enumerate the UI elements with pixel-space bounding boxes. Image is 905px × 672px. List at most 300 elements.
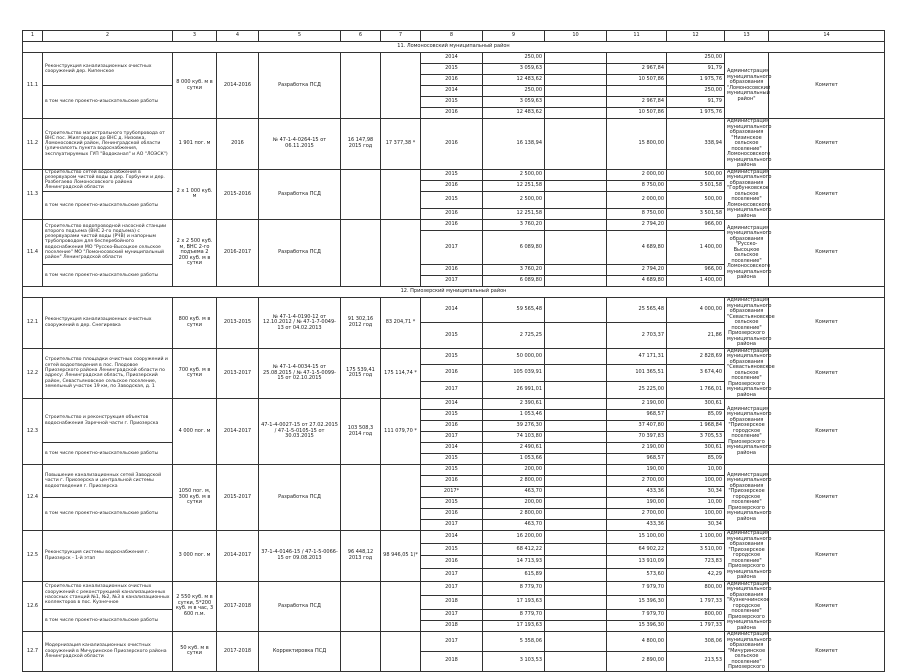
local: 966,00 bbox=[667, 220, 725, 231]
regional: 2 700,00 bbox=[607, 509, 667, 520]
year: 2015 bbox=[421, 323, 483, 348]
year: 2017 bbox=[421, 568, 483, 581]
regional: 7 979,70 bbox=[607, 581, 667, 595]
design-doc: № 47-1-4-0034-15 от 25.08.2015 / № 47-1-5-0099-15 от 02.10.2015 bbox=[259, 348, 341, 399]
item-code: 12.3 bbox=[23, 399, 43, 465]
limit bbox=[381, 632, 421, 672]
local: 3 705,53 bbox=[667, 432, 725, 443]
local: 966,00 bbox=[667, 265, 725, 276]
period: 2015-2017 bbox=[217, 465, 259, 531]
col-5: 5 bbox=[259, 31, 341, 42]
administrator: Администрация муниципального образования "Русско-Высоцкое сельское поселение" Ломоносовского муниципального района bbox=[725, 220, 769, 287]
table-row bbox=[23, 581, 885, 595]
administrator: Администрация муниципального образования "Низинское сельское поселение" Ломоносовского муниципального района bbox=[725, 119, 769, 170]
organization: Комитет bbox=[769, 169, 885, 220]
capacity: 700 куб. м в сутки bbox=[173, 348, 217, 399]
total: 463,70 bbox=[483, 520, 545, 531]
item-subtitle: в том числе проектно-изыскательские работы bbox=[43, 498, 173, 531]
federal bbox=[545, 119, 607, 170]
year: 2014 bbox=[421, 53, 483, 64]
federal bbox=[545, 191, 607, 208]
local: 91,79 bbox=[667, 97, 725, 108]
period: 2016-2017 bbox=[217, 220, 259, 287]
year: 2014 bbox=[421, 531, 483, 544]
total: 12 251,58 bbox=[483, 180, 545, 191]
local: 800,00 bbox=[667, 609, 725, 621]
limit: 17 377,38 * bbox=[381, 119, 421, 170]
year: 2015 bbox=[421, 465, 483, 476]
section-row bbox=[23, 42, 885, 53]
limit: 98 946,05 1)* bbox=[381, 531, 421, 582]
regional: 2 794,20 bbox=[607, 220, 667, 231]
local: 100,00 bbox=[667, 509, 725, 520]
local: 1 975,76 bbox=[667, 75, 725, 86]
total: 200,00 bbox=[483, 498, 545, 509]
year: 2018 bbox=[421, 595, 483, 609]
cost bbox=[341, 169, 381, 220]
total: 59 565,48 bbox=[483, 298, 545, 323]
col-4: 4 bbox=[217, 31, 259, 42]
capacity: 2 x 1 000 куб. м bbox=[173, 169, 217, 220]
table-row bbox=[23, 348, 885, 365]
total: 2 500,00 bbox=[483, 169, 545, 180]
limit bbox=[381, 220, 421, 287]
regional: 190,00 bbox=[607, 465, 667, 476]
federal bbox=[545, 365, 607, 382]
capacity: 2 x 2 500 куб. м, ВНС 2-го подъема 2 200 куб. м в сутки bbox=[173, 220, 217, 287]
federal bbox=[545, 568, 607, 581]
local: 1 797,33 bbox=[667, 621, 725, 632]
capacity: 4 000 пог. м bbox=[173, 399, 217, 465]
design-doc: Разработка ПСД bbox=[259, 581, 341, 632]
section-title: 11. Ломоносовский муниципальный район bbox=[23, 42, 885, 53]
federal bbox=[545, 298, 607, 323]
local: 42,29 bbox=[667, 568, 725, 581]
regional: 101 365,51 bbox=[607, 365, 667, 382]
federal bbox=[545, 651, 607, 671]
regional: 4 800,00 bbox=[607, 632, 667, 652]
local: 21,86 bbox=[667, 323, 725, 348]
administrator: Администрация муниципального образования "Горбунковское сельское поселение" Ломоносовского муниципального района bbox=[725, 169, 769, 220]
local: 30,34 bbox=[667, 520, 725, 531]
local: 91,79 bbox=[667, 64, 725, 75]
capacity: 50 куб. м в сутки bbox=[173, 632, 217, 672]
capacity: 2 550 куб. м в сутки, 5*200 куб. м в час, 3 600 п.м. bbox=[173, 581, 217, 632]
regional: 15 396,30 bbox=[607, 621, 667, 632]
local: 10,00 bbox=[667, 465, 725, 476]
total: 3 760,20 bbox=[483, 220, 545, 231]
design-doc: Разработка ПСД bbox=[259, 465, 341, 531]
year: 2017 bbox=[421, 520, 483, 531]
organization: Комитет bbox=[769, 465, 885, 531]
year: 2015 bbox=[421, 543, 483, 556]
federal bbox=[545, 487, 607, 498]
total: 74 103,80 bbox=[483, 432, 545, 443]
col-13: 13 bbox=[725, 31, 769, 42]
local: 1 400,00 bbox=[667, 276, 725, 287]
total: 2 390,61 bbox=[483, 399, 545, 410]
regional: 2 190,00 bbox=[607, 443, 667, 454]
design-doc: 37-1-4-0146-15 / 47-1-5-0066-15 от 09.08.2013 bbox=[259, 531, 341, 582]
local: 300,61 bbox=[667, 443, 725, 454]
year: 2016 bbox=[421, 265, 483, 276]
local: 1 968,84 bbox=[667, 421, 725, 432]
year: 2016 bbox=[421, 476, 483, 487]
year: 2016 bbox=[421, 365, 483, 382]
local: 213,53 bbox=[667, 651, 725, 671]
total: 68 412,22 bbox=[483, 543, 545, 556]
item-name: Строительство площадки очистных сооружений и сетей водоотведения в пос. Плодовое Приозерского района Ленинградской области по адресу: Ленинградская область, Приозерский район, Севастьяновское сельское поселение, земельный участок 19 км, по Заводская, д. 1 bbox=[43, 348, 173, 399]
table-row bbox=[23, 220, 885, 231]
table-row bbox=[23, 531, 885, 544]
total: 12 483,62 bbox=[483, 108, 545, 119]
year: 2016 bbox=[421, 209, 483, 220]
local: 1 797,33 bbox=[667, 595, 725, 609]
federal bbox=[545, 265, 607, 276]
table-row bbox=[23, 465, 885, 476]
total: 26 991,01 bbox=[483, 382, 545, 399]
organization: Комитет bbox=[769, 632, 885, 672]
administrator: Администрация муниципального образования "Севастьяновское сельское поселение" Приозерского муниципального района bbox=[725, 348, 769, 399]
organization: Комитет bbox=[769, 53, 885, 119]
administrator: Администрация муниципального образования "Приозерское городское поселение" Приозерского муниципального района bbox=[725, 531, 769, 582]
design-doc: Разработка ПСД bbox=[259, 220, 341, 287]
year: 2015 bbox=[421, 64, 483, 75]
local: 338,94 bbox=[667, 119, 725, 170]
design-doc: Корректировка ПСД bbox=[259, 632, 341, 672]
year: 2017* bbox=[421, 487, 483, 498]
column-number-row bbox=[23, 31, 885, 42]
item-code: 11.4 bbox=[23, 220, 43, 287]
year: 2016 bbox=[421, 119, 483, 170]
federal bbox=[545, 609, 607, 621]
total: 2 500,00 bbox=[483, 191, 545, 208]
local: 1 400,00 bbox=[667, 231, 725, 265]
year: 2016 bbox=[421, 75, 483, 86]
cost bbox=[341, 220, 381, 287]
local: 3 501,58 bbox=[667, 180, 725, 191]
year: 2017 bbox=[421, 276, 483, 287]
col-14: 14 bbox=[769, 31, 885, 42]
organization: Комитет bbox=[769, 348, 885, 399]
federal bbox=[545, 276, 607, 287]
administrator: Администрация муниципального образования "Приозерское городское поселение" Приозерского муниципального района bbox=[725, 465, 769, 531]
regional: 573,60 bbox=[607, 568, 667, 581]
limit bbox=[381, 581, 421, 632]
regional: 37 407,80 bbox=[607, 421, 667, 432]
total: 2 490,61 bbox=[483, 443, 545, 454]
organization: Комитет bbox=[769, 581, 885, 632]
organization: Комитет bbox=[769, 531, 885, 582]
period: 2015-2016 bbox=[217, 169, 259, 220]
regional: 7 979,70 bbox=[607, 609, 667, 621]
year: 2014 bbox=[421, 443, 483, 454]
item-code: 11.2 bbox=[23, 119, 43, 170]
total: 17 193,63 bbox=[483, 595, 545, 609]
year: 2014 bbox=[421, 298, 483, 323]
year: 2016 bbox=[421, 556, 483, 569]
regional: 64 902,22 bbox=[607, 543, 667, 556]
item-subtitle: в том числе проектно-изыскательские работы bbox=[43, 609, 173, 632]
local: 100,00 bbox=[667, 476, 725, 487]
item-code: 12.5 bbox=[23, 531, 43, 582]
total: 463,70 bbox=[483, 487, 545, 498]
cost: 103 508,3 2014 год bbox=[341, 399, 381, 465]
total: 14 713,93 bbox=[483, 556, 545, 569]
year: 2017 bbox=[421, 382, 483, 399]
regional: 2 700,00 bbox=[607, 476, 667, 487]
federal bbox=[545, 443, 607, 454]
federal bbox=[545, 632, 607, 652]
col-9: 9 bbox=[483, 31, 545, 42]
item-name: Строительство водопроводной насосной станции второго подъема (ВНС 2-го подъема) с резервуарами чистой воды (РЧВ) и напорным трубопроводом для бесперебойного водоснабжения МО "Русско-Высоцкое сельское поселение" МО "Ломоносовский муниципальный район" Ленинградской области bbox=[43, 220, 173, 265]
item-code: 12.4 bbox=[23, 465, 43, 531]
year: 2015 bbox=[421, 410, 483, 421]
local: 300,61 bbox=[667, 399, 725, 410]
regional: 2 000,00 bbox=[607, 169, 667, 180]
federal bbox=[545, 64, 607, 75]
col-1: 1 bbox=[23, 31, 43, 42]
total: 12 251,58 bbox=[483, 209, 545, 220]
table-row bbox=[23, 169, 885, 180]
regional: 2 703,37 bbox=[607, 323, 667, 348]
federal bbox=[545, 476, 607, 487]
regional: 25 225,00 bbox=[607, 382, 667, 399]
regional: 4 689,80 bbox=[607, 276, 667, 287]
regional: 2 190,00 bbox=[607, 399, 667, 410]
period: 2014-2017 bbox=[217, 399, 259, 465]
section-title: 12. Приозерский муниципальный район bbox=[23, 287, 885, 298]
federal bbox=[545, 520, 607, 531]
total: 250,00 bbox=[483, 86, 545, 97]
table-row bbox=[23, 632, 885, 652]
organization: Комитет bbox=[769, 298, 885, 349]
federal bbox=[545, 621, 607, 632]
item-code: 12.6 bbox=[23, 581, 43, 632]
total: 5 358,06 bbox=[483, 632, 545, 652]
document-sheet bbox=[22, 30, 884, 670]
year: 2015 bbox=[421, 498, 483, 509]
total: 3 760,20 bbox=[483, 265, 545, 276]
col-2: 2 bbox=[43, 31, 173, 42]
item-name: Реконструкция канализационных очистных сооружений дер. Кипенское bbox=[43, 53, 173, 86]
limit: 175 114,74 * bbox=[381, 348, 421, 399]
local: 800,00 bbox=[667, 581, 725, 595]
federal bbox=[545, 382, 607, 399]
item-name: Строительство сетей водоснабжения в резервуаром чистой воды в дер. Горбунки и дер. Разбегаево Ломоносовского района Ленинградской области bbox=[43, 169, 173, 191]
year: 2015 bbox=[421, 97, 483, 108]
total: 17 193,63 bbox=[483, 621, 545, 632]
year: 2017 bbox=[421, 609, 483, 621]
year: 2017 bbox=[421, 432, 483, 443]
item-code: 11.3 bbox=[23, 169, 43, 220]
federal bbox=[545, 231, 607, 265]
item-name: Строительство магистрального трубопровода от ВНС пос. Жилгородок до ВНС д. Низовка, Ломоносовский район, Ленинградской области (уличнаясеть пункта водоснабжения, эксплуатируемых ГУП "Водоканал" и АО "ЛОЭСК") bbox=[43, 119, 173, 170]
federal bbox=[545, 421, 607, 432]
regional: 2 000,00 bbox=[607, 191, 667, 208]
local: 2 828,69 bbox=[667, 348, 725, 365]
total: 6 089,80 bbox=[483, 276, 545, 287]
federal bbox=[545, 323, 607, 348]
federal bbox=[545, 595, 607, 609]
federal bbox=[545, 169, 607, 180]
cost: 96 448,12 2013 год bbox=[341, 531, 381, 582]
item-name: Модернизация канализационных очистных сооружений в Мичуринское Приозерского района Ленинградской области bbox=[43, 632, 173, 672]
federal bbox=[545, 399, 607, 410]
local: 500,00 bbox=[667, 191, 725, 208]
cost: 16 147,98 2015 год bbox=[341, 119, 381, 170]
limit bbox=[381, 465, 421, 531]
year: 2018 bbox=[421, 651, 483, 671]
federal bbox=[545, 465, 607, 476]
cost bbox=[341, 53, 381, 119]
federal bbox=[545, 543, 607, 556]
federal bbox=[545, 581, 607, 595]
federal bbox=[545, 531, 607, 544]
regional: 8 750,00 bbox=[607, 209, 667, 220]
col-11: 11 bbox=[607, 31, 667, 42]
period: 2016 bbox=[217, 119, 259, 170]
local: 1 100,00 bbox=[667, 531, 725, 544]
federal bbox=[545, 509, 607, 520]
regional: 2 794,20 bbox=[607, 265, 667, 276]
item-name: Реконструкция системы водоснабжения г. Приозерск - 1-й этап bbox=[43, 531, 173, 582]
total: 12 483,62 bbox=[483, 75, 545, 86]
local: 3 501,58 bbox=[667, 209, 725, 220]
federal bbox=[545, 75, 607, 86]
capacity: 8 000 куб. м в сутки bbox=[173, 53, 217, 119]
local: 85,09 bbox=[667, 454, 725, 465]
federal bbox=[545, 108, 607, 119]
local: 10,00 bbox=[667, 498, 725, 509]
cost: 91 302,16 2012 год bbox=[341, 298, 381, 349]
regional: 47 171,31 bbox=[607, 348, 667, 365]
col-6: 6 bbox=[341, 31, 381, 42]
item-name: Строительство канализационных очистных сооружений с реконструкцией канализационных насосных станций №1, №2, №3 в канализационных коллекторов в пос. Кузнечное bbox=[43, 581, 173, 609]
total: 1 053,46 bbox=[483, 410, 545, 421]
regional bbox=[607, 53, 667, 64]
federal bbox=[545, 498, 607, 509]
col-7: 7 bbox=[381, 31, 421, 42]
federal bbox=[545, 180, 607, 191]
investment-program-table bbox=[22, 30, 885, 672]
total: 39 276,30 bbox=[483, 421, 545, 432]
table-row bbox=[23, 119, 885, 170]
item-code: 11.1 bbox=[23, 53, 43, 119]
year: 2016 bbox=[421, 180, 483, 191]
year: 2015 bbox=[421, 191, 483, 208]
item-subtitle: в том числе проектно-изыскательские работы bbox=[43, 191, 173, 219]
regional: 8 750,00 bbox=[607, 180, 667, 191]
cost bbox=[341, 632, 381, 672]
local: 1 975,76 bbox=[667, 108, 725, 119]
federal bbox=[545, 53, 607, 64]
capacity: 1 901 пог. м bbox=[173, 119, 217, 170]
design-doc: Разработка ПСД bbox=[259, 169, 341, 220]
local: 4 000,00 bbox=[667, 298, 725, 323]
limit: 83 204,71 * bbox=[381, 298, 421, 349]
design-doc: Разработка ПСД bbox=[259, 53, 341, 119]
total: 3 059,63 bbox=[483, 64, 545, 75]
organization: Комитет bbox=[769, 399, 885, 465]
local: 723,83 bbox=[667, 556, 725, 569]
design-doc: № 47-1-4-0264-15 от 06.11.2015 bbox=[259, 119, 341, 170]
period: 2017-2018 bbox=[217, 581, 259, 632]
local: 500,00 bbox=[667, 169, 725, 180]
period: 2013-2017 bbox=[217, 348, 259, 399]
regional bbox=[607, 86, 667, 97]
total: 2 800,00 bbox=[483, 476, 545, 487]
capacity: 800 куб. м в сутки bbox=[173, 298, 217, 349]
year: 2017 bbox=[421, 581, 483, 595]
total: 2 800,00 bbox=[483, 509, 545, 520]
period: 2014-2016 bbox=[217, 53, 259, 119]
total: 615,89 bbox=[483, 568, 545, 581]
regional: 15 100,00 bbox=[607, 531, 667, 544]
local: 3 674,40 bbox=[667, 365, 725, 382]
regional: 2 967,84 bbox=[607, 64, 667, 75]
cost bbox=[341, 581, 381, 632]
regional: 15 396,30 bbox=[607, 595, 667, 609]
year: 2015 bbox=[421, 454, 483, 465]
federal bbox=[545, 209, 607, 220]
col-8: 8 bbox=[421, 31, 483, 42]
regional: 13 910,09 bbox=[607, 556, 667, 569]
federal bbox=[545, 556, 607, 569]
federal bbox=[545, 410, 607, 421]
total: 200,00 bbox=[483, 465, 545, 476]
table-row bbox=[23, 399, 885, 410]
period: 2014-2017 bbox=[217, 531, 259, 582]
year: 2017 bbox=[421, 231, 483, 265]
year: 2015 bbox=[421, 169, 483, 180]
total: 3 103,53 bbox=[483, 651, 545, 671]
item-subtitle: в том числе проектно-изыскательские работы bbox=[43, 86, 173, 119]
total: 250,00 bbox=[483, 53, 545, 64]
administrator: Администрация муниципального образования "Севастьяновское сельское поселение" Приозерского муниципального района bbox=[725, 298, 769, 349]
local: 1 766,01 bbox=[667, 382, 725, 399]
item-code: 12.2 bbox=[23, 348, 43, 399]
administrator: Администрация муниципального образования "Ломоносовский муниципальный район" bbox=[725, 53, 769, 119]
year: 2018 bbox=[421, 621, 483, 632]
federal bbox=[545, 454, 607, 465]
regional: 433,36 bbox=[607, 487, 667, 498]
col-10: 10 bbox=[545, 31, 607, 42]
local: 308,06 bbox=[667, 632, 725, 652]
total: 8 779,70 bbox=[483, 609, 545, 621]
administrator: Администрация муниципального образования "Приозерское городское поселение" Приозерского муниципального района bbox=[725, 399, 769, 465]
total: 16 200,00 bbox=[483, 531, 545, 544]
item-name: Повышение канализационных сетей Заводской части г. Приозерска и центральной системы водоотведения г. Приозерска bbox=[43, 465, 173, 498]
col-3: 3 bbox=[173, 31, 217, 42]
period: 2013-2015 bbox=[217, 298, 259, 349]
year: 2014 bbox=[421, 399, 483, 410]
organization: Комитет bbox=[769, 220, 885, 287]
item-code: 12.1 bbox=[23, 298, 43, 349]
table-row bbox=[23, 298, 885, 323]
federal bbox=[545, 348, 607, 365]
total: 2 725,25 bbox=[483, 323, 545, 348]
limit: 111 079,70 * bbox=[381, 399, 421, 465]
local: 3 510,00 bbox=[667, 543, 725, 556]
total: 3 059,63 bbox=[483, 97, 545, 108]
year: 2016 bbox=[421, 421, 483, 432]
capacity: 1050 пог. м, 300 куб. м в сутки bbox=[173, 465, 217, 531]
regional: 433,36 bbox=[607, 520, 667, 531]
col-12: 12 bbox=[667, 31, 725, 42]
item-name: Реконструкция канализационных очистных сооружений в дер. Снегиревка bbox=[43, 298, 173, 349]
item-subtitle: в том числе проектно-изыскательские работы bbox=[43, 265, 173, 287]
